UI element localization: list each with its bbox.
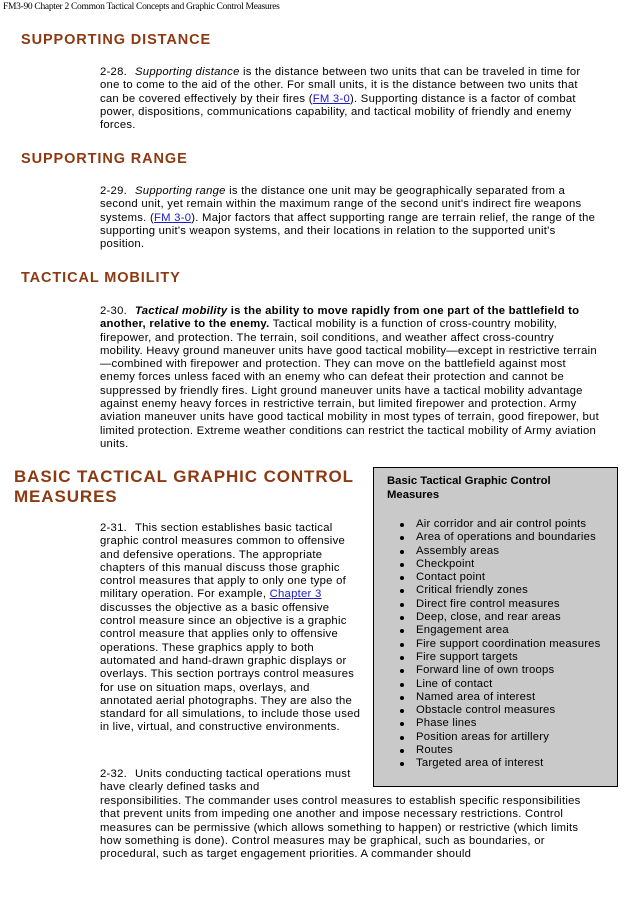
list-item: Routes — [400, 744, 601, 757]
paragraph-number: 2-29. — [100, 185, 127, 197]
sidebar-list — [400, 518, 601, 771]
list-item: Critical friendly zones — [400, 584, 601, 597]
sidebar-title: Basic Tactical Graphic Control Measures — [387, 475, 551, 501]
list-item: Phase lines — [400, 717, 601, 730]
list-item: Area of operations and boundaries — [400, 531, 601, 544]
paragraph-number: 2-28. — [100, 66, 127, 78]
list-item: Checkpoint — [400, 558, 601, 571]
paragraph-text: is the distance one unit may be geographically separated from a second unit, yet remain within the maximum range of the second unit's indirect fire weapons systems. ( — [100, 185, 582, 224]
paragraph-text: This section establishes basic tactical graphic control measures common to offensive and defensive operations. The appropriate chapters of this manual discuss those graphic control measures that apply to only one type of military operation. For example, — [100, 522, 346, 601]
paragraph-2-28 — [100, 66, 600, 132]
sidebar-box — [373, 467, 618, 787]
list-item: Direct fire control measures — [400, 598, 601, 611]
heading-basic-tactical-graphic-control-measures: BASIC TACTICAL GRAPHIC CONTROL MEASURES — [14, 467, 354, 506]
definition-text: is the ability to move rapidly from one part of the battlefield to another, relative to the enemy. — [100, 305, 580, 331]
paragraph-number: 2-32. — [100, 768, 127, 780]
paragraph-text: is the distance between two units that can be traveled in time for one to come to the aid of the other. For small units, it is the distance between two units that can be covered effectively by their fires ( — [100, 66, 581, 105]
heading-tactical-mobility: TACTICAL MOBILITY — [21, 270, 181, 286]
fm-3-0-link[interactable]: FM 3-0 — [153, 211, 192, 224]
paragraph-2-32-continued: responsibilities. The commander uses control measures to establish specific responsibilities that prevent units from impeding one another and impose necessary restrictions. Control measures can be permissive (which allows something to happen) or restrictive (which limits how something is done). Control measures may be graphical, such as boundaries, or procedural, such as target engagement priorities. A commander should — [100, 795, 581, 861]
paragraph-2-30 — [100, 305, 600, 451]
defined-term: Supporting distance — [135, 66, 240, 78]
heading-supporting-range: SUPPORTING RANGE — [21, 151, 188, 167]
paragraph-2-31 — [100, 522, 362, 735]
list-item: Fire support coordination measures — [400, 638, 601, 651]
paragraph-2-29 — [100, 185, 600, 251]
list-item: Fire support targets — [400, 651, 601, 664]
list-item: Named area of interest — [400, 691, 601, 704]
running-head: FM3-90 Chapter 2 Common Tactical Concepts and Graphic Control Measures — [3, 2, 280, 12]
list-item: Deep, close, and rear areas — [400, 611, 601, 624]
paragraph-text: ). Supporting distance is a factor of combat power, dispositions, communications capability, and tactical mobility of friendly and enemy forces. — [100, 92, 576, 132]
paragraph-text: ). Major factors that affect supporting range are terrain relief, the range of the supporting unit's weapon systems, and their locations in relation to the supported unit's position. — [100, 211, 596, 251]
paragraph-number: 2-31. — [100, 522, 127, 534]
paragraph-number: 2-30. — [100, 305, 127, 317]
list-item: Assembly areas — [400, 545, 601, 558]
paragraph-text: Tactical mobility is a function of cross-country mobility, firepower, and protection. The terrain, soil conditions, and weather affect cross-country mobility. Heavy ground maneuver units have good tactical mobility—except in restrictive terrain—combined with firepower and protection. They can move on the battlefield against most enemy forces unless faced with an enemy who can defeat their protection and cannot be suppressed by friendly fires. Light ground maneuver units have a tactical mobility advantage against enemy heavy forces in restrictive terrain, but limited firepower and protection. Army aviation maneuver units have good tactical mobility in most types of terrain, good firepower, but limited protection. Extreme weather conditions can restrict the tactical mobility of Army aviation units. — [100, 318, 599, 450]
list-item: Position areas for artillery — [400, 731, 601, 744]
defined-term: Supporting range — [135, 185, 226, 197]
list-item: Contact point — [400, 571, 601, 584]
list-item: Obstacle control measures — [400, 704, 601, 717]
paragraph-2-32-start — [100, 768, 362, 795]
list-item: Targeted area of interest — [400, 757, 601, 770]
heading-supporting-distance: SUPPORTING DISTANCE — [21, 32, 212, 48]
defined-term: Tactical mobility — [135, 305, 228, 317]
list-item: Line of contact — [400, 678, 601, 691]
list-item: Air corridor and air control points — [400, 518, 601, 531]
list-item: Engagement area — [400, 624, 601, 637]
paragraph-text: Units conducting tactical operations must have clearly defined tasks and — [100, 768, 351, 794]
fm-3-0-link[interactable]: FM 3-0 — [312, 92, 351, 105]
paragraph-text: discusses the objective as a basic offensive control measure since an objective is a graphic control measure that applies only to offensive operations. These graphics apply to both automated and hand-drawn graphic displays or overlays. This section portrays control measures for use on situation maps, overlays, and annotated aerial photographs. They are also the standard for all simulations, to include those used in live, virtual, and constructive environments. — [100, 601, 361, 734]
list-item: Forward line of own troops — [400, 664, 601, 677]
chapter-3-link[interactable]: Chapter 3 — [269, 588, 322, 601]
